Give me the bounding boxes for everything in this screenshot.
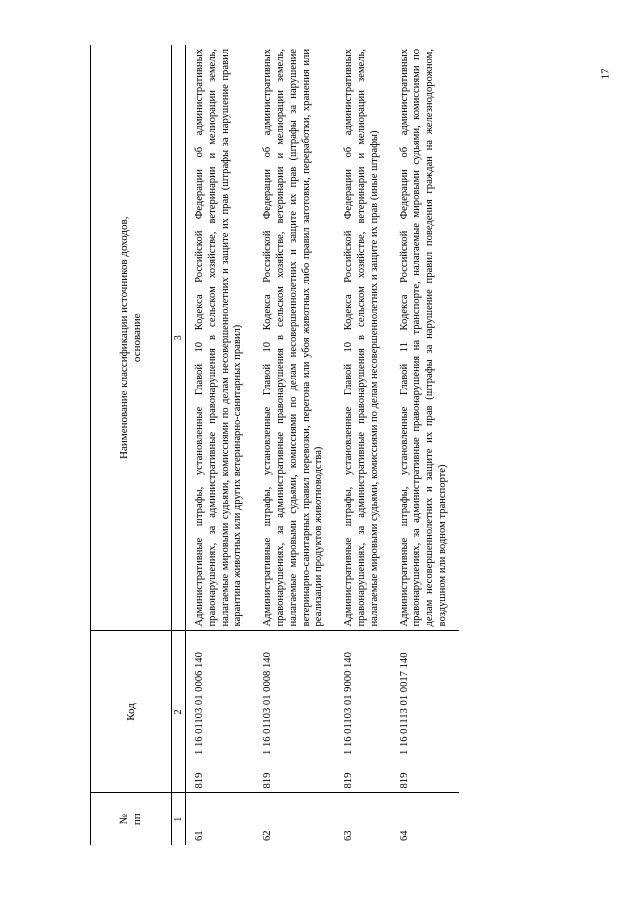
table-row bbox=[335, 45, 390, 845]
row-number: 62 bbox=[262, 830, 274, 841]
column-index-2: 2 bbox=[172, 631, 186, 793]
income-classification-table bbox=[90, 45, 459, 845]
table-row bbox=[254, 45, 335, 845]
column-index-1: 1 bbox=[172, 793, 186, 845]
row-admin-code: 819 bbox=[391, 759, 459, 793]
row-admin-code: 819 bbox=[335, 759, 390, 793]
row-admin-code: 819 bbox=[186, 759, 255, 793]
row-code: 1 16 01113 01 0017 140 bbox=[398, 652, 410, 755]
header-code: Код bbox=[91, 631, 172, 793]
row-name: Административные штрафы, установленные Главой 10 Кодекса Российской Федерации об административных правонарушениях, за административные правонарушения в сельском хозяйстве, ветеринарии и мелиорации земель, налагаемые мировыми судьями, комиссиями по делам несовершеннолетних и защите их прав (штрафы за нарушение ветеринарно-санитарных правил перевозки, перегона или убоя животных либо правил заготовки, переработки, хранения или реализации продуктов животноводства) bbox=[254, 45, 335, 631]
row-code: 1 16 01103 01 0006 140 bbox=[194, 652, 205, 755]
row-number: 61 bbox=[194, 830, 205, 841]
column-index-3: 3 bbox=[172, 45, 186, 631]
table-row bbox=[186, 45, 255, 845]
header-name: Наименование классификации источников доходов, основание bbox=[91, 45, 172, 631]
row-admin-code: 819 bbox=[254, 759, 335, 793]
row-name: Административные штрафы, установленные Главой 10 Кодекса Российской Федерации об административных правонарушениях, за административные правонарушения в сельском хозяйстве, ветеринарии и мелиорации земель, налагаемые мировыми судьями, комиссиями по делам несовершеннолетних и защите их прав (иные штрафы) bbox=[335, 45, 390, 631]
row-number: 64 bbox=[398, 830, 410, 841]
page-number: 17 bbox=[599, 68, 612, 80]
row-code: 1 16 01103 01 0008 140 bbox=[262, 652, 274, 755]
header-num: № пп bbox=[91, 793, 172, 845]
table-row bbox=[391, 45, 459, 845]
row-code: 1 16 01103 01 9000 140 bbox=[343, 652, 355, 755]
row-number: 63 bbox=[343, 830, 355, 841]
document-sheet bbox=[90, 45, 510, 845]
row-name: Административные штрафы, установленные Главой 10 Кодекса Российской Федерации об административных правонарушениях, за административные правонарушения в сельском хозяйстве, ветеринарии и мелиорации земель, налагаемые мировыми судьями, комиссиями по делам несовершеннолетних и защите их прав (штрафы за нарушение правил карантина животных или других ветеринарно-санитарных правил) bbox=[186, 45, 255, 631]
row-name: Административные штрафы, установленные Главой 11 Кодекса Российской Федерации об административных правонарушениях, за административные правонарушения на транспорте, налагаемые мировыми судьями, комиссиями по делам несовершеннолетних и защите их прав (штрафы за нарушение правил поведения граждан на железнодорожном, воздушном или водном транспорте) bbox=[391, 45, 459, 631]
